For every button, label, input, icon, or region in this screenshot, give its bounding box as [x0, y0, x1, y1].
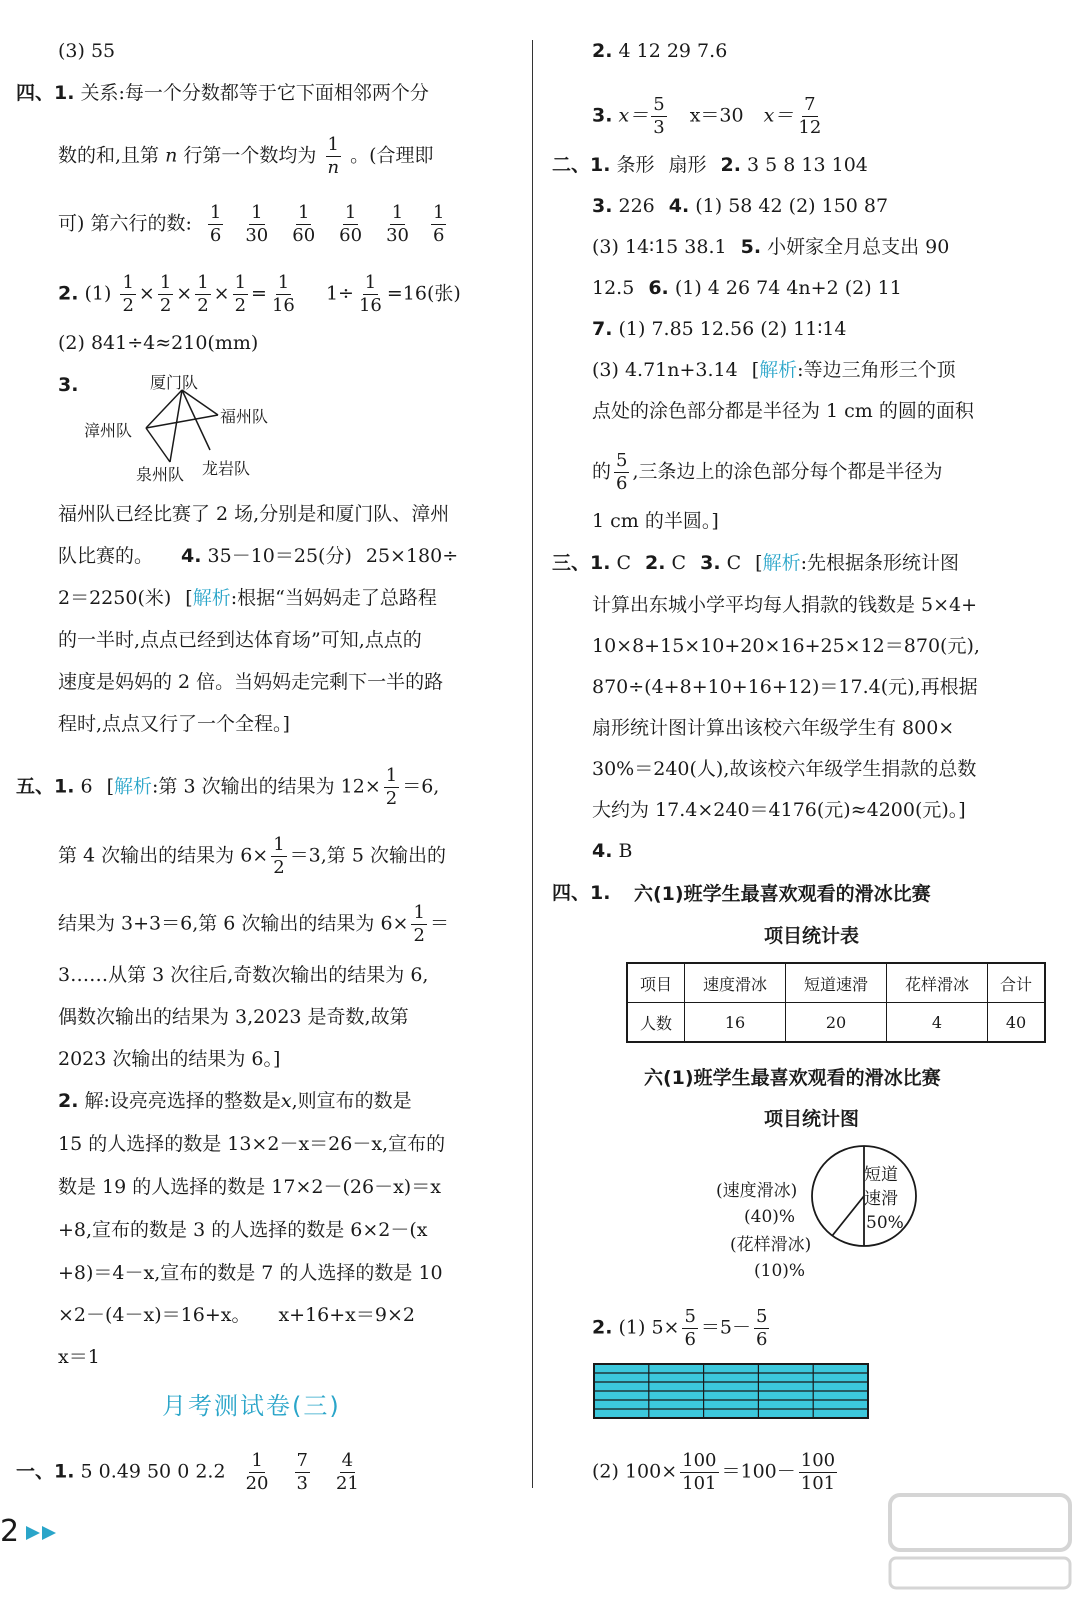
answer-line: 2＝2250(米) [解析:根据“当妈妈走了总路程: [58, 587, 437, 609]
answer-line: x＝1: [58, 1346, 100, 1368]
answer-line: 15 的人选择的数是 13×2－x＝26－x,宣布的: [58, 1133, 446, 1155]
answer-line: 一、1. 5 0.49 50 0 2.2 $\frac{1}{20}$ $\frac{7}{3}$ $\frac{4}{21}$: [16, 1452, 373, 1493]
answer-line: 3. 226 4. (1) 58 42 (2) 150 87: [592, 195, 889, 217]
answer-line: ×2－(4－x)＝16+x。 x+16+x＝9×2: [58, 1304, 415, 1326]
answer-line: 数是 19 的人选择的数是 17×2－(26－x)＝x: [58, 1176, 441, 1198]
fraction: $\frac{1}{20}$: [245, 1450, 269, 1494]
fraction: $\frac{7}{3}$: [296, 1450, 308, 1494]
table-header-cell: 短道速滑: [786, 963, 887, 1003]
fraction: $\frac{5}{6}$: [756, 1306, 768, 1350]
page-number: 2: [0, 1514, 20, 1549]
answer-line: 点处的涂色部分都是半径为 1 cm 的圆的面积: [592, 400, 974, 422]
answer-line: 30%＝240(人),故该校六年级学生捐款的总数: [592, 758, 977, 780]
fraction: $\frac{1}{n}$: [327, 134, 340, 178]
pie-label: 短道: [864, 1165, 898, 1185]
answer-line: (2) 100× $\frac{100}{101}$ ＝100－ $\frac{100}{101}$: [592, 1450, 836, 1494]
answer-line: 结果为 3+3＝6,第 6 次输出的结果为 6× $\frac{1}{2}$ ＝: [58, 902, 449, 946]
jiexi-label: 解析: [762, 552, 801, 574]
fraction: $\frac{5}{3}$: [653, 94, 665, 138]
fraction-group: [232, 1450, 373, 1494]
answer-line: 二、1. 条形 扇形 2. 3 5 8 13 104: [552, 154, 868, 176]
fraction: $\frac{4}{21}$: [335, 1450, 359, 1494]
fraction: $\frac{1}{60}$: [292, 202, 316, 246]
answer-text: 关系:每一个分数都等于它下面相邻两个分: [80, 82, 429, 104]
team-label: 龙岩队: [202, 459, 251, 478]
chart-subtitle: 项目统计图: [764, 1108, 860, 1130]
answer-line: 队比赛的。 4. 35－10＝25(分) 25×180÷: [58, 545, 459, 567]
fraction: $\frac{5}{6}$: [684, 1306, 696, 1350]
answer-line: 偶数次输出的结果为 3,2023 是奇数,故第: [58, 1006, 409, 1028]
table-header-cell: 合计: [988, 963, 1046, 1003]
table-cell: 16: [685, 1003, 786, 1043]
chart-title: 六(1)班学生最喜欢观看的滑冰比赛: [644, 1067, 941, 1089]
answer-line: +8,宣布的数是 3 的人选择的数是 6×2－(x: [58, 1219, 428, 1241]
answer-line: 数的和,且第 n 行第一个数均为 $\frac{1}{n}$ 。(合理即: [58, 134, 434, 178]
answer-line: 12.5 6. (1) 4 26 74 4n+2 (2) 11: [592, 277, 902, 299]
answer-line: 可) 第六行的数: $\frac{1}{6}$ $\frac{1}{30}$ $\frac{1}{60}$ $\frac{1}{60}$ $\frac{1}{30}$ $\frac{1}{6}$: [58, 204, 456, 245]
jiexi-label: 解析: [192, 587, 231, 609]
answer-line: +8)＝4－x,宣布的数是 7 的人选择的数是 10: [58, 1262, 443, 1284]
answer-line: 五、1. 6 [解析:第 3 次输出的结果为 12× $\frac{1}{2}$ ＝6,: [16, 765, 440, 809]
answer-line: 程时,点点又行了一个全程。]: [58, 713, 290, 735]
fraction: $\frac{1}{30}$: [386, 202, 409, 246]
answer-line: 7. (1) 7.85 12.56 (2) 11∶14: [592, 318, 847, 340]
answer-line: 3……从第 3 次往后,奇数次输出的结果为 6,: [58, 964, 429, 986]
table-header-cell: 速度滑冰: [685, 963, 786, 1003]
fraction: $\frac{100}{101}$: [682, 1450, 717, 1494]
section-number: 四、1.: [16, 82, 75, 104]
watermark-logo: [880, 1480, 1080, 1595]
table-header-cell: 项目: [627, 963, 685, 1003]
answer-line: 3. x＝ $\frac{5}{3}$ x＝30 x＝ $\frac{7}{12}$: [592, 94, 822, 138]
pie-label: (10)%: [754, 1261, 806, 1281]
fraction: $\frac{100}{101}$: [800, 1450, 836, 1494]
answer-line: (2) 841÷4≈210(mm): [58, 332, 259, 354]
answer-line: 扇形统计图计算出该校六年级学生有 800×: [592, 717, 955, 739]
answer-line: 四、1.: [552, 882, 611, 904]
answer-line: 大约为 17.4×240＝4176(元)≈4200(元)。]: [592, 799, 966, 821]
pie-label: 速滑: [864, 1189, 898, 1209]
team-label: 泉州队: [136, 465, 185, 484]
answer-line: (3) 55: [58, 40, 116, 62]
team-label: 福州队: [220, 407, 269, 426]
team-label: 厦门队: [150, 373, 199, 392]
answer-line: 速度是妈妈的 2 倍。当妈妈走完剩下一半的路: [58, 671, 444, 693]
pie-label: (花样滑冰): [730, 1235, 812, 1255]
table-header-row: [627, 963, 1045, 1003]
fraction: $\frac{1}{30}$: [245, 202, 269, 246]
pie-label: (速度滑冰): [716, 1181, 798, 1201]
stat-table: [626, 962, 1046, 1043]
table-cell: 40: [988, 1003, 1046, 1043]
table-cell: 20: [786, 1003, 887, 1043]
answer-line: 2. (1) 5× $\frac{5}{6}$ ＝5－ $\frac{5}{6}$: [592, 1306, 768, 1350]
fraction: $\frac{1}{6}$: [432, 202, 445, 246]
table-subtitle: 项目统计表: [764, 925, 860, 947]
answer-line: 福州队已经比赛了 2 场,分别是和厦门队、漳州: [58, 503, 450, 525]
double-arrow-icon: [24, 1522, 64, 1544]
table-cell: 4: [887, 1003, 988, 1043]
answer-line: 第 4 次输出的结果为 6× $\frac{1}{2}$ ＝3,第 5 次输出的: [58, 834, 446, 878]
table-title: 六(1)班学生最喜欢观看的滑冰比赛: [634, 883, 931, 905]
pie-label: 50%: [866, 1213, 904, 1233]
answer-line: 2. 4 12 29 7.6: [592, 40, 728, 62]
table-header-cell: 花样滑冰: [887, 963, 988, 1003]
answer-line: 2023 次输出的结果为 6。]: [58, 1048, 281, 1070]
answer-line: (3) 4.71n+3.14 [解析:等边三角形三个顶: [592, 359, 956, 381]
answer-line: 870÷(4+8+10+16+12)＝17.4(元),再根据: [592, 676, 978, 698]
fraction: $\frac{1}{6}$: [209, 202, 222, 246]
answer-line: 的一半时,点点已经到达体育场”可知,点点的: [58, 629, 422, 651]
answer-line: 1 cm 的半圆。]: [592, 510, 719, 532]
answer-line: (3) 14∶15 38.1 5. 小妍家全月总支出 90: [592, 236, 950, 258]
question-number: 3.: [58, 374, 79, 396]
answer-line: 三、1. C 2. C 3. C [解析:先根据条形统计图: [552, 552, 959, 574]
answer-line: 2. 解:设亮亮选择的整数是x,则宣布的数是: [58, 1090, 412, 1112]
answer-line: 计算出东城小学平均每人捐款的钱数是 5×4+: [592, 594, 978, 616]
exam-title: 月考测试卷(三): [162, 1392, 341, 1420]
answer-line: 10×8+15×10+20×16+25×12＝870(元),: [592, 635, 980, 657]
fraction: $\frac{5}{6}$: [616, 450, 628, 494]
answer-line: [16, 80, 429, 106]
table-cell: 人数: [627, 1003, 685, 1043]
fraction: $\frac{1}{60}$: [339, 202, 363, 246]
answer-line: 4. B: [592, 840, 633, 862]
answer-line: 的 $\frac{5}{6}$ ,三条边上的涂色部分每个都是半径为: [592, 450, 943, 494]
jiexi-label: 解析: [759, 359, 798, 381]
jiexi-label: 解析: [114, 775, 153, 798]
pie-label: (40)%: [744, 1207, 796, 1227]
table-row: [627, 1003, 1045, 1043]
grid-illustration: [592, 1362, 870, 1420]
fraction: $\frac{7}{12}$: [798, 94, 822, 138]
team-label: 漳州队: [84, 421, 133, 440]
column-divider: [532, 40, 533, 1488]
answer-line: 2. (1) $\frac{1}{2}$ × $\frac{1}{2}$ × $\frac{1}{2}$ × $\frac{1}{2}$ = $\frac{1}{16}$ 1÷ $\frac{1}{16}$ =16(张): [58, 272, 461, 316]
